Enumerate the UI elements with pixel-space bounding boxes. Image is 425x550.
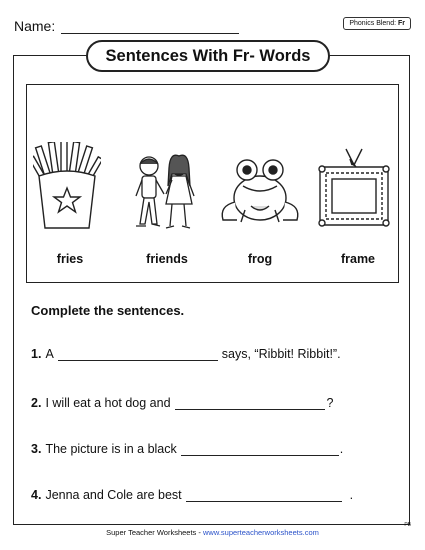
footer-url[interactable]: www.superteacherworksheets.com	[202, 528, 319, 537]
picture-label-frog: frog	[247, 252, 273, 266]
worksheet-title: Sentences With Fr- Words	[86, 40, 330, 72]
badge-prefix: Phonics Blend:	[349, 20, 397, 27]
picture-label-frame: frame	[340, 252, 376, 266]
footer-brand: Super Teacher Worksheets	[106, 528, 197, 537]
sentence-text-before: A	[45, 347, 54, 361]
picture-label-friends: friends	[146, 252, 188, 266]
sentence-text-before: I will eat a hot dog and	[45, 396, 171, 410]
frame-icon	[316, 145, 392, 231]
phonics-badge	[343, 17, 411, 30]
sentence-text-after: .	[339, 442, 344, 456]
answer-blank[interactable]	[186, 489, 342, 502]
picture-label-fries: fries	[56, 252, 84, 266]
sentence-2	[31, 396, 333, 410]
sentence-number: 2.	[31, 396, 42, 410]
instructions: Complete the sentences.	[31, 303, 185, 318]
badge-blend: Fr	[398, 20, 405, 27]
sentence-text-after: .	[349, 488, 354, 502]
name-field[interactable]	[61, 19, 239, 34]
frog-icon	[215, 156, 305, 226]
sentence-text-before: Jenna and Cole are best	[45, 488, 182, 502]
name-row	[14, 18, 239, 34]
sentence-number: 3.	[31, 442, 42, 456]
footer	[0, 528, 425, 537]
answer-blank[interactable]	[175, 397, 325, 410]
answer-blank[interactable]	[181, 443, 339, 456]
sentence-text-after: ?	[326, 396, 334, 410]
sentence-text-after: says, “Ribbit! Ribbit!”.	[221, 347, 341, 361]
answer-blank[interactable]	[58, 348, 218, 361]
sentence-4	[31, 488, 353, 502]
sentence-3	[31, 442, 343, 456]
sentence-text-before: The picture is in a black	[45, 442, 177, 456]
sentence-number: 4.	[31, 488, 42, 502]
sentence-number: 1.	[31, 347, 42, 361]
footer-separator: -	[196, 528, 203, 537]
page-code: PB	[404, 522, 411, 528]
fries-icon	[33, 142, 101, 232]
name-label: Name:	[14, 18, 56, 34]
sentence-1	[31, 347, 341, 361]
friends-icon	[132, 152, 200, 238]
